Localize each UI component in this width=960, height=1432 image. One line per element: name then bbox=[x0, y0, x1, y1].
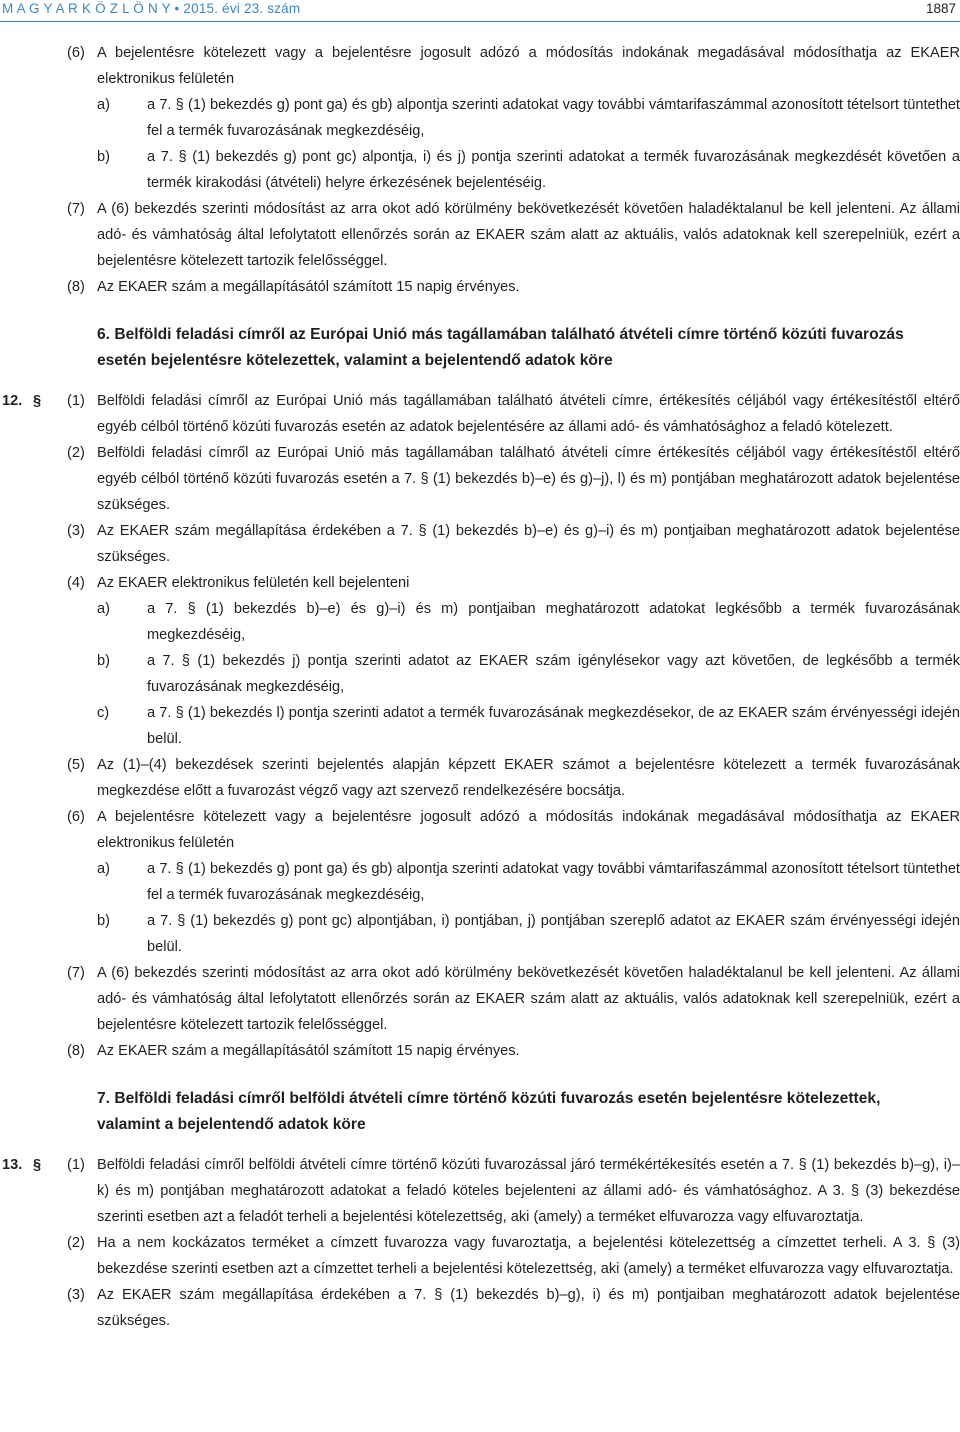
paragraph-label: (2) bbox=[67, 445, 85, 461]
point-label: b) bbox=[97, 149, 110, 165]
paragraph-label: (5) bbox=[67, 757, 85, 773]
document-body bbox=[0, 40, 960, 1334]
paragraph-text: Az EKAER szám a megállapításától számított 15 napig érvényes. bbox=[97, 279, 520, 295]
point-label: c) bbox=[97, 705, 110, 721]
page-number: 1887 bbox=[925, 1, 956, 16]
paragraph-text: Belföldi feladási címről az Európai Unió más tagállamában található átvételi címre értékesítés céljából vagy értékesítéstől eltérő egyéb célból történő közúti fuvarozás esetén a 7. § (1) bekezdés b)–e) és g)–j), l) és m) pontjában meghatározott adatok bejelentése szükséges. bbox=[97, 445, 960, 513]
point-b bbox=[0, 144, 960, 196]
point-label: b) bbox=[97, 653, 110, 669]
s12-point-6b bbox=[0, 908, 960, 960]
gazette-title: M A G Y A R K Ö Z L Ö N Y • 2015. évi 23. szám bbox=[2, 1, 301, 16]
s13-paragraph-3 bbox=[0, 1282, 960, 1334]
point-text: a 7. § (1) bekezdés g) pont gc) alpontjában, i) pontjában, j) pontjában szereplő adatot az EKAER szám érvényességi idején belül. bbox=[147, 913, 960, 955]
section-sign: § bbox=[33, 393, 42, 409]
spacer bbox=[0, 1138, 960, 1152]
s12-paragraph-2 bbox=[0, 440, 960, 518]
s12-point-4a bbox=[0, 596, 960, 648]
page-header bbox=[0, 0, 960, 22]
section-heading-6: 6. Belföldi feladási címről az Európai Unió más tagállamában található átvételi címre történő közúti fuvarozás esetén bejelentésre kötelezettek, valamint a bejelentendő adatok köre bbox=[97, 326, 904, 369]
paragraph-label: (3) bbox=[67, 523, 85, 539]
point-text: a 7. § (1) bekezdés l) pontja szerinti adatot a termék fuvarozásának megkezdésekor, de az EKAER szám érvényességi idején belül. bbox=[147, 705, 960, 747]
paragraph-label: (6) bbox=[67, 45, 85, 61]
paragraph-text: Az EKAER szám megállapítása érdekében a 7. § (1) bekezdés b)–e) és g)–i) és m) pontjaiban meghatározott adatok bejelentése szükséges. bbox=[97, 523, 960, 565]
s12-paragraph-4 bbox=[0, 570, 960, 596]
paragraph-7 bbox=[0, 196, 960, 274]
point-label: b) bbox=[97, 913, 110, 929]
section-number: 13. bbox=[2, 1157, 23, 1173]
s12-point-6a bbox=[0, 856, 960, 908]
paragraph-text: Belföldi feladási címről az Európai Unió más tagállamában található átvételi címre, értékesítés céljából vagy értékesítéstől eltérő egyéb célból történő közúti fuvarozás esetén az adatok bejelentésére az állami adó- és vámhatósághoz a feladó kötelezett. bbox=[97, 393, 960, 435]
paragraph-text: A bejelentésre kötelezett vagy a bejelentésre jogosult adózó a módosítás indokának megadásával módosíthatja az EKAER elektronikus felületén bbox=[97, 809, 960, 851]
header-rule bbox=[0, 21, 960, 22]
paragraph-text: A (6) bekezdés szerinti módosítást az arra okot adó körülmény bekövetkezését követően haladéktalanul be kell jelenteni. Az állami adó- és vámhatóság által lefolytatott ellenőrzés során az EKAER szám alatt az aktuális, valós adatoknak kell szerepelniük, ezért a bejelentésre kötelezett tartozik felelősséggel. bbox=[97, 965, 960, 1033]
paragraph-label: (2) bbox=[67, 1235, 85, 1251]
paragraph-label: (1) bbox=[67, 393, 85, 409]
paragraph-label: (7) bbox=[67, 201, 85, 217]
point-text: a 7. § (1) bekezdés g) pont ga) és gb) alpontja szerinti adatokat vagy további vámtarifaszámmal azonosított tételsort tüntethet fel a termék fuvarozásának megkezdéséig, bbox=[147, 97, 960, 139]
paragraph-text: Az EKAER szám a megállapításától számított 15 napig érvényes. bbox=[97, 1043, 520, 1059]
point-label: a) bbox=[97, 861, 110, 877]
paragraph-label: (3) bbox=[67, 1287, 85, 1303]
s13-paragraph-1 bbox=[0, 1152, 960, 1230]
section-heading-7: 7. Belföldi feladási címről belföldi átvételi címre történő közúti fuvarozás esetén bejelentésre kötelezettek, valamint a bejelentendő adatok köre bbox=[97, 1090, 881, 1133]
paragraph-label: (7) bbox=[67, 965, 85, 981]
paragraph-text: Az EKAER elektronikus felületén kell bejelenteni bbox=[97, 575, 410, 591]
spacer bbox=[0, 374, 960, 388]
paragraph-8 bbox=[0, 274, 960, 300]
s12-point-4c bbox=[0, 700, 960, 752]
paragraph-text: A bejelentésre kötelezett vagy a bejelentésre jogosult adózó a módosítás indokának megadásával módosíthatja az EKAER elektronikus felületén bbox=[97, 45, 960, 87]
paragraph-label: (8) bbox=[67, 1043, 85, 1059]
paragraph-text: Az EKAER szám megállapítása érdekében a 7. § (1) bekezdés b)–g), i) és m) pontjaiban meghatározott adatok bejelentése szükséges. bbox=[97, 1287, 960, 1329]
spacer bbox=[0, 1064, 960, 1086]
spacer bbox=[0, 300, 960, 322]
section-sign: § bbox=[33, 1157, 42, 1173]
s12-paragraph-5 bbox=[0, 752, 960, 804]
paragraph-label: (6) bbox=[67, 809, 85, 825]
s13-paragraph-2 bbox=[0, 1230, 960, 1282]
s12-paragraph-6 bbox=[0, 804, 960, 856]
paragraph-text: A (6) bekezdés szerinti módosítást az arra okot adó körülmény bekövetkezését követően haladéktalanul be kell jelenteni. Az állami adó- és vámhatóság által lefolytatott ellenőrzés során az EKAER szám alatt az aktuális, valós adatoknak kell szerepelniük, ezért a bejelentésre kötelezett tartozik felelősséggel. bbox=[97, 201, 960, 269]
point-label: a) bbox=[97, 601, 110, 617]
point-a bbox=[0, 92, 960, 144]
s12-paragraph-7 bbox=[0, 960, 960, 1038]
point-label: a) bbox=[97, 97, 110, 113]
s12-point-4b bbox=[0, 648, 960, 700]
s12-paragraph-3 bbox=[0, 518, 960, 570]
paragraph-text: Ha a nem kockázatos terméket a címzett fuvarozza vagy fuvaroztatja, a bejelentési kötelezettség a címzettet terheli. A 3. § (3) bekezdése szerinti esetben azt a címzettet terheli a bejelentési kötelezettség, aki (amely) a terméket elfuvarozza vagy elfuvaroztatja. bbox=[97, 1235, 960, 1277]
point-text: a 7. § (1) bekezdés g) pont gc) alpontja, i) és j) pontja szerinti adatokat a termék fuvarozásának megkezdését követően a termék kirakodási (átvételi) helyre érkezésének bejelentéséig. bbox=[147, 149, 960, 191]
paragraph-6 bbox=[0, 40, 960, 92]
paragraph-text: Az (1)–(4) bekezdések szerinti bejelentés alapján képzett EKAER számot a bejelentésre kötelezett a termék fuvarozásának megkezdése előtt a fuvarozást végző vagy azt szervező rendelkezésére bocsátja. bbox=[97, 757, 960, 799]
point-text: a 7. § (1) bekezdés g) pont ga) és gb) alpontja szerinti adatokat vagy további vámtarifaszámmal azonosított tételsort tüntethet fel a termék fuvarozásának megkezdéséig, bbox=[147, 861, 960, 903]
point-text: a 7. § (1) bekezdés j) pontja szerinti adatot az EKAER szám igénylésekor vagy azt követően, de legkésőbb a termék fuvarozásának megkezdéséig, bbox=[147, 653, 960, 695]
paragraph-text: Belföldi feladási címről belföldi átvételi címre történő közúti fuvarozással járó termékértékesítés esetén a 7. § (1) bekezdés b)–g), i)–k) és m) pontjában meghatározott adatokat a feladó köteles bejelenteni az állami adó- és vámhatósághoz. A 3. § (3) bekezdése szerinti esetben azt a feladót terheli a bejelentési kötelezettség, aki (amely) a terméket elfuvarozza vagy elfuvaroztatja. bbox=[97, 1157, 960, 1225]
paragraph-label: (1) bbox=[67, 1157, 85, 1173]
paragraph-label: (8) bbox=[67, 279, 85, 295]
s12-paragraph-8 bbox=[0, 1038, 960, 1064]
section-number: 12. bbox=[2, 393, 23, 409]
paragraph-label: (4) bbox=[67, 575, 85, 591]
s12-paragraph-1 bbox=[0, 388, 960, 440]
point-text: a 7. § (1) bekezdés b)–e) és g)–i) és m) pontjaiban meghatározott adatokat legkésőbb a termék fuvarozásának megkezdéséig, bbox=[147, 601, 960, 643]
